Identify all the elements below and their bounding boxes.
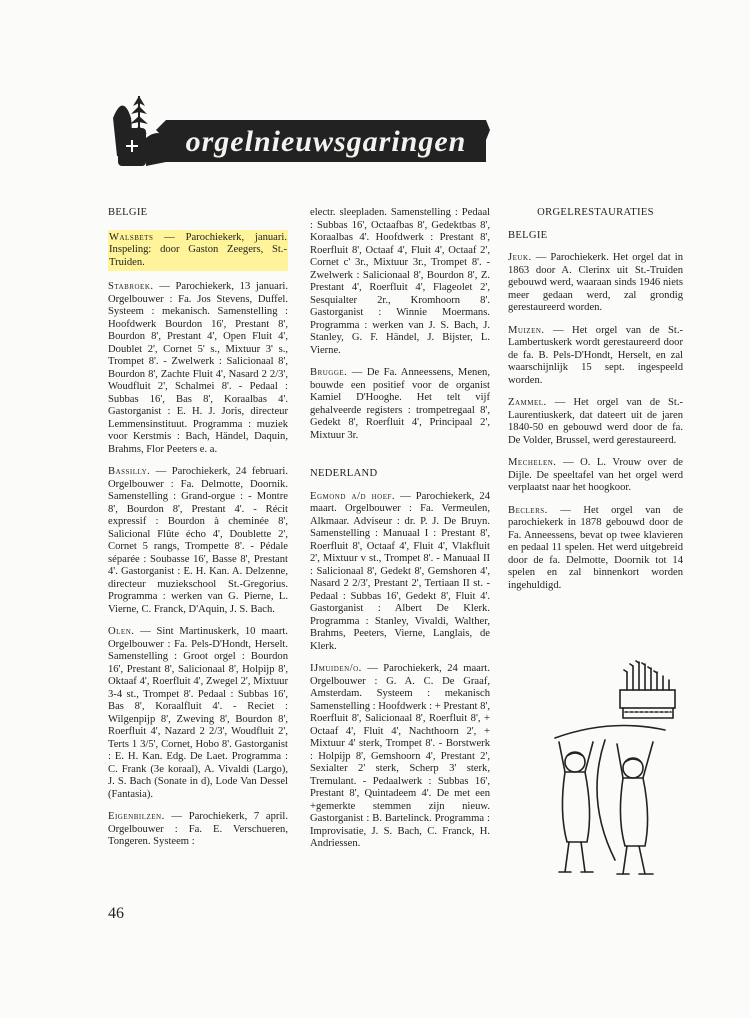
entry-text: — O. L. Vrouw over de Dijle. De speeltafel van het orgel werd verplaatst naar het hoogkoor.: [508, 457, 683, 493]
entry: [508, 252, 683, 315]
entry-place: IJmuiden/o.: [310, 663, 362, 674]
entry-text: — Parochiekerk, januari. Inspeling: door Gaston Zeegers, St.-Truiden.: [109, 231, 287, 268]
entry-highlighted: [108, 230, 288, 272]
entry: [108, 626, 288, 801]
entry-text: — Parochiekerk, 7 april. Orgelbouwer : Fa. E. Verschueren, Tongeren. Systeem :: [108, 811, 288, 847]
entry-text: — Het orgel van de St.-Lambertuskerk wordt gerestaureerd door de fa. B. Pels-D'Hondt, Herselt, en zal waarschijnlijk 15 sept. ingespeeld worden.: [508, 324, 683, 386]
entry-place: Zammel.: [508, 397, 547, 408]
organ-figures-illustration: [545, 660, 685, 890]
header-banner-illustration: [108, 88, 490, 178]
entry-place: Beclers.: [508, 504, 548, 516]
entry: [310, 663, 490, 851]
entry-place: Stabroek.: [108, 281, 154, 292]
entry: [508, 457, 683, 495]
column-left: [108, 207, 288, 859]
entry-place: Bassilly.: [108, 466, 151, 477]
column-middle: [310, 207, 490, 861]
entry-text: — Het orgel van de St.-Laurentiuskerk, dat dateert uit de jaren 1840-50 en gebouwd werd door de fa. De Volder, Brussel, werd gerestaureerd.: [508, 397, 683, 446]
entry: [108, 811, 288, 849]
entry-text: — Parochiekerk, 24 maart. Orgelbouwer : Fa. Vermeulen, Alkmaar. Adviseur : dr. P. J. De Bruyn. Samenstelling : Manuaal I : Prestant 8', Roerfluit 8', Octaaf 4', Fluit 4', Vlakfluit 2', Mixtuur v st., Trompet 8'. - Manuaal II : Salicionaal 8', Gedekt 8', Gemshoren 4', Nasard 2 2/3', Prestant 2', Tertiaan II st. - Pedaal : Subbas 16', Gedekt 8', Fluit 4'. Gastorganist : Albert De Klerk. Programma : Stanley, Vivaldi, Walther, Brahms, Peeters, Vierne, Langlais, de Klerk.: [310, 490, 490, 652]
entry-text: — De Fa. Anneessens, Menen, bouwde een positief voor de organist Kamiel D'Hooghe. Het telt vijf gehalveerde registers : trompetregaal 8', Gedekt 8', Roerfluit 4', Principaal 2', Mixtuur 3r.: [310, 367, 490, 441]
entry-place: Eigenbilzen.: [108, 811, 165, 822]
entry-text: — Sint Martinuskerk, 10 maart. Orgelbouwer : Fa. Pels-D'Hondt, Herselt. Samenstelling : Groot orgel : Bourdon 16', Prestant 8', Salicionaal 8', Holpijp 8', Oktaaf 4', Roerfluit 4', Zwegel 2', Mixtuur 3-4 st., Trompet 8'. Pedaal : Subbas 16', Bas 8', Koraalfluit 4'. - Reciet : Wilgenpijp 8', Zweving 8', Bourdon 8', Roerfluit 4', Nazard 2 2/3', Woudfluit 2', Terts 1 3/5', Cornet, Hobo 8'. Gastorganist : E. H. Kan. Edg. De Laet. Programma : C. Frank (3e koraal), A. Vivaldi (Largo), J. S. Bach (Sonate in d), Lode Van Dessel (Fantasia).: [108, 626, 288, 800]
entry-place: Jeuk.: [508, 252, 532, 263]
entry-text: — Parochiekerk, 24 februari. Orgelbouwer : Fa. Delmotte, Doornik. Samenstelling : Grand-orgue : - Montre 8', Bourdon 8', Prestant 4'. - Récit expressif : Bourdon à cheminée 8', Salicional Flûte écho 4', Doublette 2', Cornet 5 rangs, Trompette 8'. - Pédale séparée : Soubasse 16', Basse 8', Prestant 4'. Gastorganist : E. H. Kan. A. Delzenne, directeur muziekschool St.-Gregorius. Programma : werken van G. Pierne, L. Vierne, C. Franck, D'Aquin, J. S. Bach.: [108, 466, 288, 615]
entry: [310, 367, 490, 442]
entry-place: Walsbets: [109, 231, 154, 243]
entry-place: Egmond a/d hoef.: [310, 490, 396, 502]
column-right: [508, 207, 683, 602]
banner-title: orgelnieuwsgaringen: [185, 125, 467, 158]
entry-text: electr. sleepladen. Samenstelling : Pedaal : Subbas 16', Octaafbas 8', Gedektbas 8', Koraalbas 4'. Hoofdwerk : Prestant 8', Roerfluit 8', Octaaf 4', Fluit 4', Octaaf 2', Cornet c' 3r., Mixtuur 3r., Trompet 8'. - Zwelwerk : Salicionaal 8', Bourdon 8', Z. Prestant 4', Roerfluit 4', Flageolet 2', Sesquialter 2r., Kromhoorn 8'. Gastorganist : Winnie Moermans. Programma : werken van J. S. Bach, J. Stanley, G. F. Händel, J. Bijster, L. Vierne.: [310, 207, 490, 356]
entry: [508, 325, 683, 388]
section-heading-orgelrestauraties: ORGELRESTAURATIES: [537, 207, 654, 218]
entry-place: Olen.: [108, 626, 135, 637]
entry-place: Brugge.: [310, 367, 348, 378]
entry-place: Mechelen.: [508, 457, 557, 468]
entry-place: Muizen.: [508, 324, 545, 336]
entry: [508, 505, 683, 593]
subsection-heading-belgie: BELGIE: [508, 229, 548, 241]
entry: [310, 491, 490, 654]
entry-text: — Het orgel van de parochiekerk in 1878 gebouwd door de Fa. Anneessens, bevat op twee klavieren en pedaal 11 spelen. Het werd uitgebreid door de fa. Delmotte, Doornik tot 14 spelen en zal binnenkort worden ingehuldigd.: [508, 504, 683, 591]
entry: [108, 281, 288, 456]
entry-text: — Parochiekerk. Het orgel dat in 1863 door A. Clerinx uit St.-Truiden gebouwd werd, waaraan sinds 1946 niets meer gedaan werd, zal grondig gerestaureerd worden.: [508, 252, 683, 313]
entry: [508, 397, 683, 447]
section-heading-belgie: BELGIE: [108, 207, 148, 218]
entry-text: — Parochiekerk, 13 januari. Orgelbouwer : Fa. Jos Stevens, Duffel. Systeem : mekanisch. Samenstelling : Hoofdwerk Bourdon 16', Prestant 8', Bourdon 8', Prestant 4', Open Fluit 4', Doublet 2', Cornet 5' s., Mixtuur 3' s., Trompet 8'. - Zwelwerk : Salicionaal 8', Bourdon 8', Zachte Fluit 4', Nasard 2 2/3', Woudfluit 2', Schalmei 8'. - Pedaal : Subbas 16', Bas 8', Koraalbas 4'. Gastorganist : E. H. J. Joris, directeur Lemmensinstituut. Programma : muziek voor Kerstmis : Bach, Händel, Daquin, Brahms, Flor Peeters e. a.: [108, 281, 288, 455]
entry: [310, 207, 490, 357]
entry: [108, 466, 288, 616]
page-number: 46: [108, 905, 124, 922]
section-heading-nederland: NEDERLAND: [310, 468, 378, 479]
entry-text: — Parochiekerk, 24 maart. Orgelbouwer : G. A. C. De Graaf, Amsterdam. Systeem : mekanisch Samenstelling : Hoofdwerk : + Prestant 8', Roerfluit 8', Salicionaal 8', Roerfluit 8', + Octaaf 4', Fluit 4', Nachthoorn 2', + Mixtuur 4' sterk, Trompet 8'. - Borstwerk : Holpijp 8', Gemshoorn 4', Prestant 2', Sexialter 2' sterk, Scherp 3' sterk, Tremulant. - Pedaalwerk : Subbas 16', Prestant 8', Quintadeem 4'. De met een +gemerkte stemmen zijn nieuw. Gastorganist : B. Bartelinck. Programma : Improvisatie, J. S. Bach, C. Franck, H. Andriessen.: [310, 663, 491, 849]
